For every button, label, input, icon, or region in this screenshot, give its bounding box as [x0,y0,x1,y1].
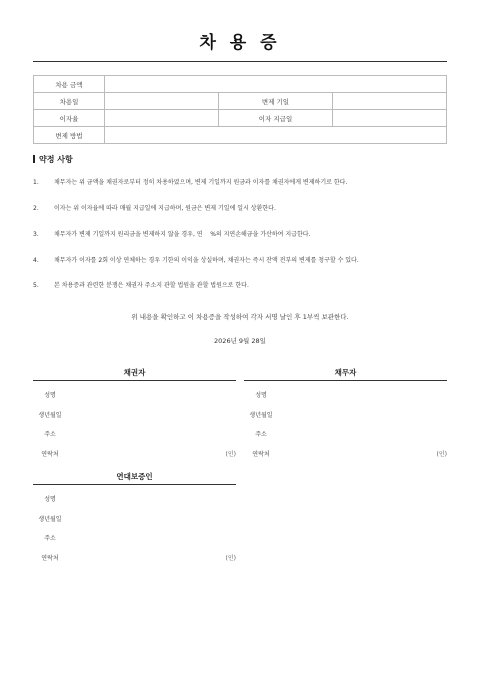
term-number: 2. [33,205,39,212]
name-label: 성명 [255,392,267,399]
heading-bar-icon [33,155,35,163]
table-row [34,127,447,144]
loan-info-table [33,75,447,144]
term-text: 채무자가 변제 기일까지 원리금을 변제하지 않을 경우, 연 %의 지연손해금을 가산하여 지급한다. [54,231,311,238]
term-item [33,255,447,264]
loan-date-label: 차용일 [34,93,105,110]
creditor-divider [33,380,236,381]
due-date-label: 변제 기일 [219,93,333,110]
title-divider [33,61,447,62]
loan-amount-field [105,76,447,93]
interest-rate-field [105,110,219,127]
contact-label: 연락처 [252,450,270,458]
debtor-contact-row [244,446,447,466]
table-row [34,76,447,93]
term-number: 1. [33,179,39,186]
address-label: 주소 [44,535,56,542]
term-text: 본 차용증과 관련한 분쟁은 채권자 주소지 관할 법원을 관할 법원으로 한다. [54,282,249,289]
loan-date-field [105,93,219,110]
creditor-address-row [33,426,236,446]
seal-mark: (인) [225,554,236,562]
name-label: 성명 [44,496,56,503]
repayment-method-field [105,127,447,144]
loan-amount-label: 차용 금액 [34,76,105,93]
guarantor-contact-row [33,550,236,570]
seal-mark: (인) [225,450,236,458]
debtor-divider [244,380,447,381]
term-item [33,177,447,186]
term-item [33,203,447,212]
debtor-block [244,366,447,465]
contact-label: 연락처 [41,450,59,458]
term-item [33,280,447,289]
confirmation-text: 위 내용을 확인하고 이 차용증을 작성하여 각자 서명 날인 후 1부씩 보관한다. [131,313,349,321]
creditor-name-row [33,387,236,407]
guarantor-title: 연대보증인 [116,472,153,481]
term-number: 4. [33,257,39,264]
creditor-title: 채권자 [123,368,146,377]
guarantor-divider [33,484,236,485]
repayment-method-label: 변제 방법 [34,127,105,144]
birth-label: 생년월일 [38,411,62,419]
term-number: 5. [33,282,39,289]
due-date-field [333,93,447,110]
terms-heading-text: 약정 사항 [39,155,73,164]
interest-rate-label: 이자율 [34,110,105,127]
address-label: 주소 [255,431,267,438]
terms-heading [33,154,73,165]
debtor-title: 채무자 [334,368,357,377]
term-text: 채무자는 위 금액을 채권자로부터 정히 차용하였으며, 변제 기일까지 원금과 이자를 채권자에게 변제하기로 한다. [54,179,348,186]
guarantor-name-row [33,491,236,511]
term-text: 채무자가 이자를 2회 이상 연체하는 경우 기한의 이익을 상실하며, 채권자는 즉시 잔액 전부의 변제를 청구할 수 있다. [54,257,359,264]
term-text: 이자는 위 이자율에 따라 매월 지급일에 지급하며, 원금은 변제 기일에 일시 상환한다. [54,205,276,212]
term-number: 3. [33,231,39,238]
term-item [33,229,447,238]
guarantor-birth-row [33,511,236,531]
debtor-name-row [244,387,447,407]
guarantor-address-row [33,530,236,550]
document-title: 차 용 증 [199,33,281,53]
creditor-birth-row [33,407,236,427]
debtor-birth-row [244,407,447,427]
creditor-block [33,366,236,465]
birth-label: 생년월일 [38,515,62,523]
table-row [34,110,447,127]
name-label: 성명 [44,392,56,399]
debtor-address-row [244,426,447,446]
guarantor-block [33,470,236,569]
address-label: 주소 [44,431,56,438]
interest-payday-field [333,110,447,127]
birth-label: 생년월일 [249,411,273,419]
contact-label: 연락처 [41,554,59,562]
seal-mark: (인) [436,450,447,458]
creditor-contact-row [33,446,236,466]
document-date: 2026년 9월 28일 [214,337,266,345]
table-row [34,93,447,110]
interest-payday-label: 이자 지급일 [219,110,333,127]
